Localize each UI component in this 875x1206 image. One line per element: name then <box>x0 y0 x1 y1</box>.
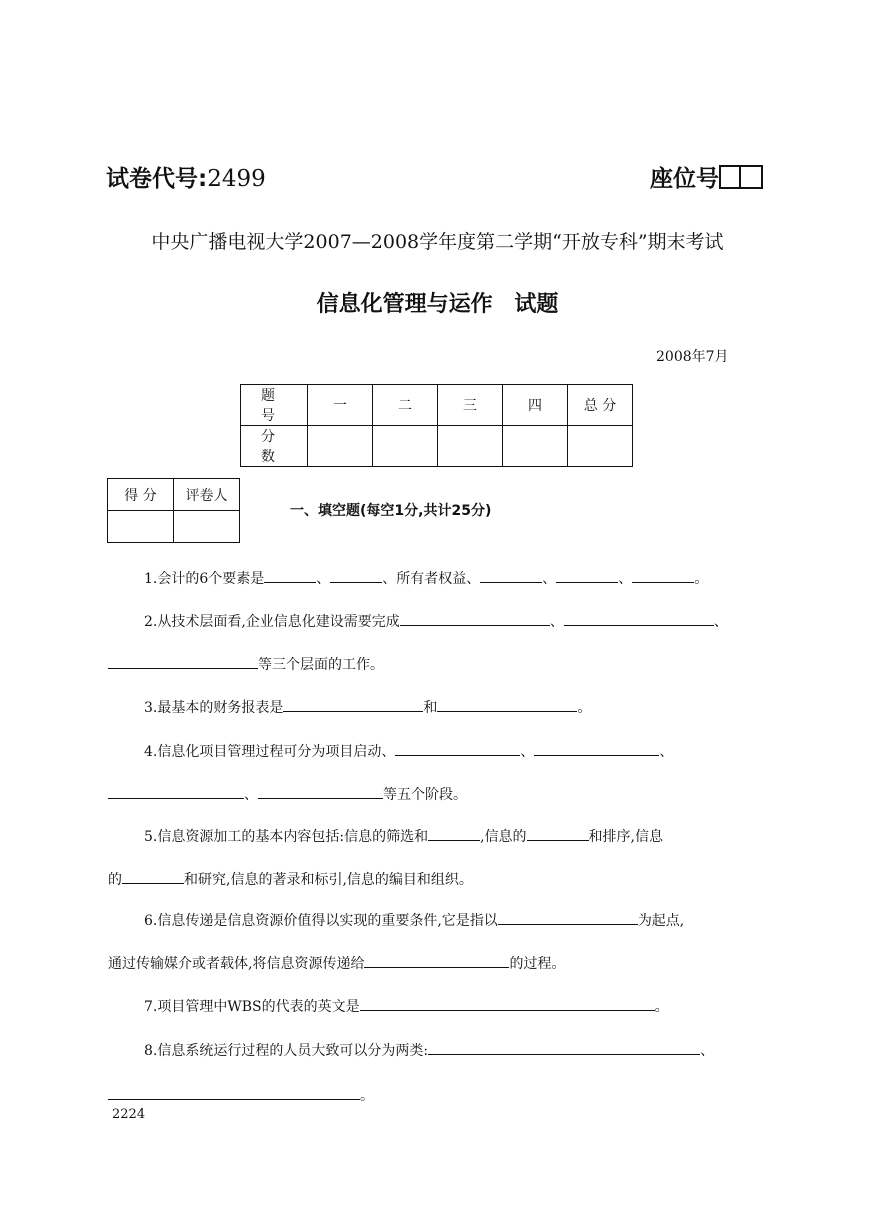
grader-table-header-row <box>108 479 240 511</box>
question-6 <box>108 910 814 930</box>
question-1 <box>108 568 814 588</box>
separator: 、 <box>244 787 258 803</box>
answer-blank[interactable] <box>122 871 184 884</box>
answer-blank[interactable] <box>364 955 509 968</box>
question-text: 的 <box>108 872 122 888</box>
question-end: 。 <box>694 571 709 587</box>
section-heading: 一、填空题(每空1分,共计25分) <box>290 503 492 519</box>
answer-blank[interactable] <box>428 1042 700 1055</box>
answer-blank[interactable] <box>480 570 542 583</box>
question-2-cont <box>108 654 778 674</box>
answer-blank[interactable] <box>360 998 655 1011</box>
answer-blank[interactable] <box>632 570 694 583</box>
question-end: 。 <box>577 700 592 716</box>
question-8-cont <box>108 1085 778 1105</box>
grader-score-cell[interactable] <box>108 511 174 543</box>
score-header-cell: 总 分 <box>568 385 633 426</box>
answer-blank[interactable] <box>108 1087 360 1100</box>
answer-blank[interactable] <box>330 570 382 583</box>
question-5-cont <box>108 869 778 889</box>
answer-blank[interactable] <box>564 613 714 626</box>
score-header-cell: 四 <box>503 385 568 426</box>
score-header-cell: 一 <box>308 385 373 426</box>
seat-box-2[interactable] <box>741 165 763 189</box>
answer-blank[interactable] <box>428 828 480 841</box>
question-text: 的过程。 <box>509 956 566 972</box>
question-end: 。 <box>654 999 669 1015</box>
answer-blank[interactable] <box>108 786 244 799</box>
question-text: 为起点, <box>637 913 685 929</box>
separator: 、 <box>520 744 535 760</box>
separator: 、 <box>700 1043 715 1059</box>
question-2 <box>108 611 814 631</box>
answer-blank[interactable] <box>400 613 550 626</box>
answer-blank[interactable] <box>283 699 423 712</box>
question-text: 3.最基本的财务报表是 <box>144 700 284 716</box>
grader-header-score: 得 分 <box>108 479 174 511</box>
question-end: 。 <box>360 1088 374 1104</box>
question-4 <box>108 741 814 761</box>
score-table <box>240 384 633 467</box>
question-text: 2.从技术层面看,企业信息化建设需要完成 <box>144 614 400 630</box>
question-text: 等三个层面的工作。 <box>258 657 384 673</box>
separator: 、 <box>659 744 674 760</box>
grader-header-grader: 评卷人 <box>174 479 240 511</box>
paper-code-sep: : <box>198 166 208 192</box>
question-text: 等五个阶段。 <box>383 787 467 803</box>
separator: 、 <box>381 744 396 760</box>
question-4-cont <box>108 784 778 804</box>
seat-label: 座位号 <box>650 166 719 192</box>
grader-name-cell[interactable] <box>174 511 240 543</box>
exam-title: 信息化管理与运作 试题 <box>316 292 559 317</box>
paper-code <box>106 160 266 193</box>
paper-code-label: 试卷代号 <box>106 166 198 192</box>
question-3 <box>108 697 814 717</box>
score-table-header-row <box>241 385 633 426</box>
question-text: 7.项目管理中WBS的代表的英文是 <box>144 999 360 1015</box>
separator: 、 <box>466 571 481 587</box>
answer-blank[interactable] <box>437 699 577 712</box>
answer-blank[interactable] <box>527 828 589 841</box>
question-7 <box>108 996 814 1016</box>
answer-blank[interactable] <box>258 786 383 799</box>
question-text: 1.会计的6个要素是 <box>144 571 265 587</box>
separator: 、 <box>713 614 728 630</box>
seat-box-1[interactable] <box>719 165 741 189</box>
question-text: 5.信息资源加工的基本内容包括:信息的筛选和 <box>144 829 429 845</box>
score-table-score-row <box>241 426 633 467</box>
exam-header: 中央广播电视大学2007—2008学年度第二学期“开放专科”期末考试 <box>151 231 724 253</box>
question-8 <box>108 1040 814 1060</box>
question-text: 6.信息传递是信息资源价值得以实现的重要条件,它是指以 <box>144 913 498 929</box>
answer-blank[interactable] <box>108 656 258 669</box>
score-header-cell: 题 号 <box>241 385 308 426</box>
answer-blank[interactable] <box>395 743 520 756</box>
question-text: 和排序,信息 <box>588 829 663 845</box>
question-text: 、所有者权益 <box>382 571 467 587</box>
separator: 、 <box>542 571 557 587</box>
answer-blank[interactable] <box>264 570 316 583</box>
answer-blank[interactable] <box>498 912 638 925</box>
grader-table <box>107 478 240 543</box>
score-header-cell: 三 <box>438 385 503 426</box>
paper-code-number: 2499 <box>207 166 266 192</box>
separator: 、 <box>316 571 331 587</box>
score-header-cell: 二 <box>373 385 438 426</box>
grader-table-input-row <box>108 511 240 543</box>
question-6-cont <box>108 953 778 973</box>
score-cell[interactable] <box>308 426 373 467</box>
score-cell[interactable] <box>568 426 633 467</box>
question-text: 和 <box>423 700 438 716</box>
score-row-label: 分 数 <box>241 426 308 467</box>
question-text: ,信息的 <box>480 829 527 845</box>
question-text: 和研究,信息的著录和标引,信息的编目和组织。 <box>184 872 473 888</box>
page-number: 2224 <box>112 1107 146 1122</box>
question-text: 通过传输媒介或者载体,将信息资源传递给 <box>108 956 365 972</box>
answer-blank[interactable] <box>556 570 618 583</box>
answer-blank[interactable] <box>534 743 659 756</box>
separator: 、 <box>618 571 633 587</box>
score-cell[interactable] <box>438 426 503 467</box>
question-text: 4.信息化项目管理过程可分为项目启动 <box>144 744 382 760</box>
question-5 <box>108 826 814 846</box>
score-cell[interactable] <box>503 426 568 467</box>
exam-date: 2008年7月 <box>656 349 729 365</box>
separator: 、 <box>549 614 564 630</box>
question-text: 8.信息系统运行过程的人员大致可以分为两类: <box>144 1043 429 1059</box>
score-cell[interactable] <box>373 426 438 467</box>
seat-number <box>650 160 763 193</box>
